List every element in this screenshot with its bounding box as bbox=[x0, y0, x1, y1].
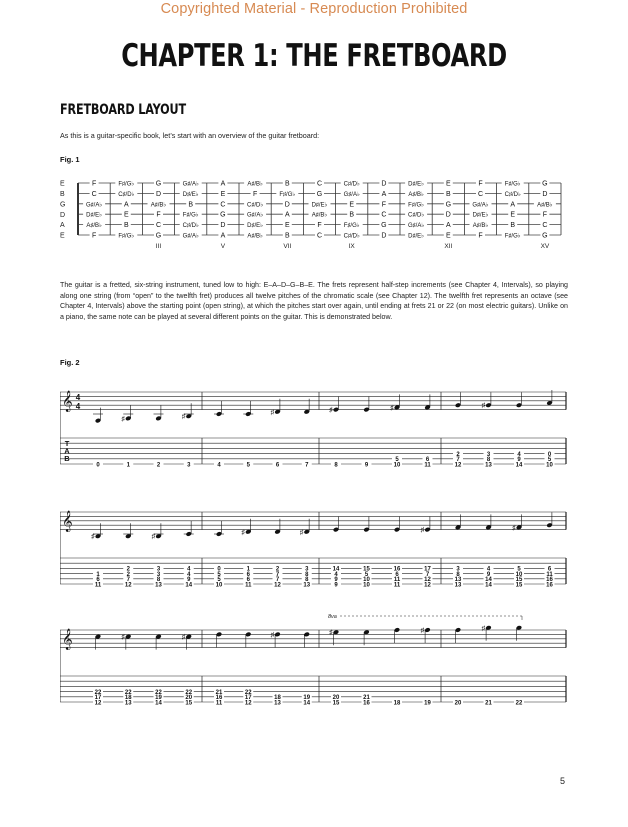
string-name-label: B bbox=[60, 191, 65, 198]
note-label: G bbox=[155, 180, 162, 188]
fret-marker-label: XV bbox=[540, 243, 550, 250]
tab-fret-number: 14 bbox=[155, 700, 162, 707]
fig1-label: Fig. 1 bbox=[60, 155, 80, 164]
tab-fret-number: 12 bbox=[424, 582, 431, 589]
copyright-watermark: Copyrighted Material - Reproduction Prohibited bbox=[160, 1, 468, 17]
note-label: B bbox=[510, 222, 516, 230]
note-label: G bbox=[542, 232, 548, 240]
tab-fret-number: 2 bbox=[126, 571, 130, 578]
note-label: A♯/B♭ bbox=[150, 202, 167, 209]
note-label: A bbox=[220, 232, 226, 240]
tab-fret-number: 6 bbox=[96, 577, 100, 584]
sharp-sign: ♯ bbox=[91, 533, 95, 541]
tab-fret-number: 22 bbox=[185, 689, 193, 696]
tab-fret-number: 4 bbox=[517, 451, 521, 458]
note-label: C bbox=[381, 211, 387, 219]
tab-fret-number: 4 bbox=[486, 566, 491, 573]
tab-fret-number: 18 bbox=[274, 695, 281, 702]
treble-clef: 𝄞 bbox=[62, 391, 73, 411]
fret-marker-label: XII bbox=[444, 243, 453, 250]
tab-fret-number: 5 bbox=[547, 457, 552, 464]
tab-fret-number: 12 bbox=[454, 462, 462, 469]
tab-fret-number: 14 bbox=[485, 577, 492, 584]
note-label: D♯/E♭ bbox=[86, 212, 103, 219]
note-label: E bbox=[445, 180, 451, 188]
tab-fret-number: 15 bbox=[185, 700, 193, 707]
body-paragraph: The guitar is a fretted, six-string instrument, tuned low to high: E–A–D–G–B–E. The frets represent half-step increments (see Chapter 4, Intervals), so playing along one string (from “open” to the twelfth fret) produces all twelve pitches of the chromatic scale (see Chapter 12). The twelfth fret represents an octave (see Chapter 4, Intervals) above the starting point (open string), at which the pitches start over again, until ending at frets 21 or 22 (on most electric guitars). Unlike on a piano, the same note can be played at several different points on the guitar. This is demonstrated below. bbox=[60, 281, 568, 321]
note-label: F bbox=[381, 201, 387, 209]
tab-letter: T bbox=[64, 439, 70, 448]
note-label: C bbox=[316, 180, 323, 188]
tab-fret-number: 12 bbox=[124, 582, 132, 589]
tab-fret-number: 16 bbox=[215, 695, 223, 702]
note-label: F♯/G♭ bbox=[504, 233, 521, 240]
tab-fret-number: 17 bbox=[424, 566, 431, 573]
note-label: F bbox=[91, 180, 97, 188]
fret-marker-label: VII bbox=[283, 243, 292, 250]
tab-fret-number: 11 bbox=[215, 700, 223, 707]
note-label: B bbox=[284, 232, 290, 240]
note-label: G♯/A♭ bbox=[408, 223, 425, 230]
tab-fret-number: 10 bbox=[363, 582, 370, 589]
tab-fret-number: 5 bbox=[217, 577, 221, 584]
sharp-sign: ♯ bbox=[181, 634, 186, 642]
note-label: F♯/G♭ bbox=[504, 181, 521, 188]
note-label: D♯/E♭ bbox=[182, 191, 199, 198]
note-label: A bbox=[123, 201, 129, 209]
note-label: G♯/A♭ bbox=[182, 233, 199, 240]
note-label: G♯/A♭ bbox=[86, 202, 103, 209]
tab-fret-number: 7 bbox=[126, 577, 130, 584]
tab-fret-number: 18 bbox=[124, 695, 132, 702]
tab-fret-number: 14 bbox=[303, 700, 311, 707]
note-label: D bbox=[155, 190, 162, 198]
tab-fret-number: 3 bbox=[456, 566, 460, 573]
tab-fret-number: 5 bbox=[246, 462, 250, 469]
string-name-label: A bbox=[60, 222, 65, 230]
tab-fret-number: 22 bbox=[244, 689, 252, 696]
note-label: C bbox=[542, 222, 548, 230]
note-label: C♯/D♭ bbox=[343, 233, 360, 240]
note-label: F bbox=[91, 232, 97, 240]
note-label: E bbox=[220, 190, 226, 198]
tab-fret-number: 12 bbox=[244, 700, 252, 707]
tab-fret-number: 3 bbox=[156, 571, 161, 578]
note-label: F♯/G♭ bbox=[118, 233, 135, 240]
sharp-sign: ♯ bbox=[420, 627, 424, 635]
tab-fret-number: 3 bbox=[187, 462, 191, 469]
tab-fret-number: 15 bbox=[332, 700, 340, 707]
tab-fret-number: 12 bbox=[94, 700, 102, 707]
tab-fret-number: 6 bbox=[547, 566, 552, 573]
note-label: F♯/G♭ bbox=[279, 191, 296, 198]
tab-fret-number: 20 bbox=[332, 695, 340, 702]
tab-fret-number: 13 bbox=[274, 700, 281, 707]
tab-fret-number: 9 bbox=[187, 577, 191, 584]
tab-fret-number: 16 bbox=[546, 577, 553, 584]
tab-fret-number: 7 bbox=[275, 577, 280, 584]
tab-fret-number: 22 bbox=[155, 689, 162, 696]
sharp-sign: ♯ bbox=[121, 634, 125, 642]
tab-fret-number: 6 bbox=[246, 577, 250, 584]
note-label: C bbox=[477, 190, 484, 198]
tab-fret-number: 11 bbox=[245, 582, 252, 589]
note-label: A bbox=[381, 190, 387, 198]
note-label: B bbox=[284, 180, 290, 188]
tab-fret-number: 21 bbox=[363, 695, 370, 702]
note-label: F♯/G♭ bbox=[182, 212, 199, 219]
time-signature-top: 4 bbox=[75, 393, 81, 402]
tab-fret-number: 14 bbox=[515, 462, 523, 469]
sharp-sign: ♯ bbox=[329, 629, 333, 637]
tab-fret-number: 12 bbox=[274, 582, 281, 589]
tab-fret-number: 9 bbox=[364, 462, 369, 469]
tab-fret-number: 5 bbox=[395, 457, 399, 464]
tab-fret-number: 11 bbox=[393, 577, 401, 584]
section-heading: FRETBOARD LAYOUT bbox=[60, 102, 186, 118]
tab-fret-number: 18 bbox=[393, 700, 401, 707]
note-label: C♯/D♭ bbox=[182, 223, 199, 230]
tab-fret-number: 14 bbox=[332, 566, 340, 573]
fret-marker-label: III bbox=[155, 243, 162, 250]
note-label: A♯/B♭ bbox=[86, 223, 102, 230]
tab-fret-number: 13 bbox=[454, 577, 462, 584]
tab-fret-number: 4 bbox=[217, 462, 221, 469]
note-label: C bbox=[91, 190, 97, 198]
tab-fret-number: 16 bbox=[363, 700, 370, 707]
tab-fret-number: 11 bbox=[546, 571, 553, 578]
note-label: C bbox=[220, 201, 226, 209]
treble-clef: 𝄞 bbox=[62, 511, 73, 531]
tab-fret-number: 22 bbox=[515, 700, 523, 707]
tab-fret-number: 2 bbox=[456, 451, 460, 458]
tab-fret-number: 13 bbox=[485, 462, 492, 469]
note-label: G bbox=[542, 180, 548, 188]
string-name-label: D bbox=[60, 211, 66, 219]
note-label: D bbox=[542, 190, 548, 198]
note-label: A♯/B♭ bbox=[408, 191, 424, 198]
tab-fret-number: 19 bbox=[155, 695, 162, 702]
tab-fret-number: 8 bbox=[334, 462, 338, 469]
note-label: C♯/D♭ bbox=[343, 181, 360, 188]
tab-fret-number: 22 bbox=[94, 689, 102, 696]
note-label: F♯/G♭ bbox=[408, 202, 425, 209]
tab-fret-number: 10 bbox=[215, 582, 223, 589]
note-label: A♯/B♭ bbox=[472, 223, 489, 230]
sharp-sign: ♯ bbox=[329, 407, 333, 415]
tab-fret-number: 3 bbox=[486, 451, 491, 458]
note-label: A bbox=[510, 201, 516, 209]
tab-fret-number: 0 bbox=[96, 462, 100, 469]
string-name-label: E bbox=[60, 232, 65, 240]
note-label: F♯/G♭ bbox=[118, 181, 135, 188]
tab-fret-number: 8 bbox=[156, 577, 161, 584]
tab-fret-number: 9 bbox=[517, 457, 521, 464]
tab-fret-number: 11 bbox=[424, 462, 431, 469]
time-signature-bottom: 4 bbox=[75, 402, 81, 411]
tab-fret-number: 6 bbox=[246, 571, 250, 578]
treble-clef: 𝄞 bbox=[62, 629, 73, 649]
tab-fret-number: 1 bbox=[126, 462, 130, 469]
note-label: G♯/A♭ bbox=[247, 212, 264, 219]
tab-fret-number: 10 bbox=[515, 571, 523, 578]
tab-fret-number: 7 bbox=[425, 571, 430, 578]
tab-fret-number: 11 bbox=[393, 582, 401, 589]
note-label: G bbox=[220, 211, 226, 219]
sharp-sign: ♯ bbox=[390, 404, 394, 412]
tab-fret-number: 10 bbox=[393, 462, 401, 469]
note-label: A bbox=[220, 180, 226, 188]
note-label: G♯/A♭ bbox=[472, 202, 489, 209]
tab-fret-number: 1 bbox=[96, 571, 100, 578]
note-label: C♯/D♭ bbox=[118, 191, 135, 198]
tab-fret-number: 22 bbox=[124, 689, 132, 696]
note-label: B bbox=[349, 211, 355, 219]
tab-fret-number: 8 bbox=[456, 571, 460, 578]
tab-fret-number: 4 bbox=[187, 571, 191, 578]
notation-and-tab bbox=[60, 380, 570, 710]
sharp-sign: ♯ bbox=[512, 524, 516, 532]
note-label: A♯/B♭ bbox=[537, 202, 553, 209]
note-label: G♯/A♭ bbox=[182, 181, 199, 188]
fig2-label: Fig. 2 bbox=[60, 358, 80, 367]
string-name-label: E bbox=[60, 180, 65, 188]
note-label: C bbox=[155, 222, 162, 230]
note-label: D bbox=[381, 232, 387, 240]
note-label: D♯/E♭ bbox=[472, 212, 489, 219]
sharp-sign: ♯ bbox=[270, 631, 274, 639]
sharp-sign: ♯ bbox=[241, 529, 245, 537]
note-label: D bbox=[445, 211, 451, 219]
tab-fret-number: 19 bbox=[303, 695, 311, 702]
note-label: F bbox=[478, 232, 483, 240]
sharp-sign: ♯ bbox=[420, 527, 424, 535]
tab-fret-number: 6 bbox=[425, 457, 430, 464]
note-label: E bbox=[123, 211, 129, 219]
note-label: G♯/A♭ bbox=[343, 191, 360, 198]
note-label: G bbox=[381, 222, 387, 230]
note-label: D bbox=[381, 180, 387, 188]
note-label: F bbox=[542, 211, 548, 219]
note-label: E bbox=[510, 211, 516, 219]
note-label: C♯/D♭ bbox=[504, 191, 521, 198]
tab-fret-number: 15 bbox=[515, 582, 523, 589]
tab-fret-number: 16 bbox=[546, 582, 553, 589]
tab-fret-number: 0 bbox=[547, 451, 552, 458]
tab-fret-number: 20 bbox=[185, 695, 193, 702]
fret-marker-label: V bbox=[220, 243, 226, 250]
tab-fret-number: 5 bbox=[364, 571, 369, 578]
chapter-title: CHAPTER 1: THE FRETBOARD bbox=[121, 38, 507, 74]
tab-fret-number: 5 bbox=[217, 571, 221, 578]
sharp-sign: ♯ bbox=[151, 533, 155, 541]
tab-fret-number: 3 bbox=[156, 566, 161, 573]
sharp-sign: ♯ bbox=[121, 415, 125, 423]
note-label: D♯/E♭ bbox=[408, 233, 425, 240]
note-label: C♯/D♭ bbox=[247, 202, 264, 209]
note-label: F bbox=[317, 222, 322, 230]
tab-fret-number: 17 bbox=[244, 695, 252, 702]
note-label: B bbox=[123, 222, 129, 230]
sharp-sign: ♯ bbox=[181, 413, 186, 421]
tab-fret-number: 7 bbox=[456, 457, 460, 464]
tab-fret-number: 4 bbox=[187, 566, 191, 573]
tab-fret-number: 12 bbox=[424, 577, 431, 584]
tab-fret-number: 17 bbox=[94, 695, 102, 702]
tab-fret-number: 14 bbox=[185, 582, 193, 589]
note-label: B bbox=[445, 190, 451, 198]
tab-fret-number: 9 bbox=[486, 571, 491, 578]
note-label: D bbox=[220, 222, 226, 230]
tab-fret-number: 0 bbox=[217, 566, 221, 573]
tab-fret-number: 13 bbox=[303, 582, 311, 589]
note-label: A bbox=[445, 222, 451, 230]
tab-fret-number: 16 bbox=[393, 566, 401, 573]
tab-fret-number: 15 bbox=[363, 566, 370, 573]
note-label: E bbox=[349, 201, 355, 209]
tab-fret-number: 8 bbox=[305, 577, 309, 584]
tab-fret-number: 5 bbox=[517, 566, 521, 573]
tab-fret-number: 19 bbox=[424, 700, 431, 707]
note-label: F bbox=[156, 211, 161, 219]
note-label: G bbox=[316, 190, 323, 198]
note-label: C bbox=[316, 232, 323, 240]
tab-fret-number: 21 bbox=[485, 700, 492, 707]
note-label: D♯/E♭ bbox=[311, 202, 328, 209]
fretboard-diagram bbox=[58, 175, 578, 267]
tab-fret-number: 7 bbox=[305, 462, 309, 469]
tab-fret-number: 15 bbox=[515, 577, 523, 584]
note-label: A bbox=[284, 211, 290, 219]
tab-fret-number: 10 bbox=[546, 462, 553, 469]
note-label: D bbox=[284, 201, 290, 209]
sharp-sign: ♯ bbox=[481, 402, 485, 410]
note-label: F bbox=[252, 190, 258, 198]
note-label: E bbox=[284, 222, 290, 230]
tab-fret-number: 11 bbox=[94, 582, 102, 589]
note-label: C♯/D♭ bbox=[408, 212, 425, 219]
tab-fret-number: 2 bbox=[275, 566, 280, 573]
ottava-label: 8va bbox=[328, 614, 337, 620]
tab-fret-number: 10 bbox=[363, 577, 370, 584]
tab-fret-number: 7 bbox=[275, 571, 280, 578]
tab-fret-number: 14 bbox=[485, 582, 492, 589]
tab-fret-number: 1 bbox=[246, 566, 250, 573]
note-label: G bbox=[445, 201, 452, 209]
tab-fret-number: 21 bbox=[215, 689, 223, 696]
note-label: D♯/E♭ bbox=[408, 181, 425, 188]
tab-fret-number: 13 bbox=[124, 700, 132, 707]
note-label: F bbox=[478, 180, 483, 188]
tab-fret-number: 13 bbox=[155, 582, 162, 589]
string-name-label: G bbox=[60, 201, 66, 209]
tab-fret-number: 13 bbox=[454, 582, 462, 589]
tab-fret-number: 3 bbox=[305, 566, 309, 573]
note-label: A♯/B♭ bbox=[247, 233, 263, 240]
sharp-sign: ♯ bbox=[270, 409, 274, 417]
tab-fret-number: 6 bbox=[275, 462, 280, 469]
note-label: D♯/E♭ bbox=[247, 223, 264, 230]
sharp-sign: ♯ bbox=[299, 529, 304, 537]
tab-fret-number: 6 bbox=[395, 571, 399, 578]
note-label: F♯/G♭ bbox=[343, 223, 360, 230]
note-label: G bbox=[155, 232, 162, 240]
sharp-sign: ♯ bbox=[481, 625, 485, 633]
page-number: 5 bbox=[560, 776, 566, 786]
tab-fret-number: 9 bbox=[334, 577, 338, 584]
note-label: A♯/B♭ bbox=[311, 212, 328, 219]
tab-fret-number: 8 bbox=[305, 571, 309, 578]
tab-letter: A bbox=[64, 446, 70, 456]
tab-fret-number: 9 bbox=[334, 582, 338, 589]
note-label: B bbox=[188, 201, 194, 209]
tab-fret-number: 2 bbox=[156, 462, 161, 469]
note-label: E bbox=[445, 232, 451, 240]
intro-paragraph: As this is a guitar-specific book, let’s start with an overview of the guitar fretboard: bbox=[60, 131, 320, 140]
tab-letter: B bbox=[64, 454, 70, 463]
fret-marker-label: IX bbox=[348, 243, 355, 250]
tab-fret-number: 8 bbox=[486, 457, 491, 464]
tab-fret-number: 2 bbox=[126, 566, 130, 573]
tab-fret-number: 4 bbox=[334, 571, 338, 578]
note-label: A♯/B♭ bbox=[247, 181, 263, 188]
tab-fret-number: 20 bbox=[454, 700, 462, 707]
